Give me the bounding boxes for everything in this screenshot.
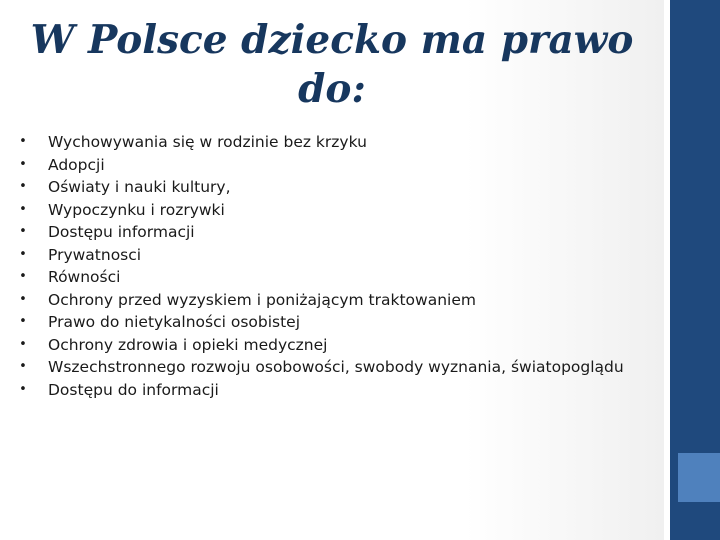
list-item	[16, 379, 636, 402]
slide-title	[0, 16, 664, 114]
list-item	[16, 244, 636, 267]
list-item-text: Prawo do nietykalności osobistej	[48, 313, 301, 331]
list-item-text: Oświaty i nauki kultury,	[48, 178, 231, 196]
slide-title-line-2: do:	[298, 66, 366, 112]
sidebar-accent-block	[678, 453, 720, 502]
bullet-icon: •	[19, 201, 27, 217]
bullet-icon: •	[19, 179, 27, 194]
list-item-text: Ochrony zdrowia i opieki medycznej	[48, 335, 328, 354]
bullet-list	[16, 131, 636, 401]
bullet-icon: •	[19, 134, 27, 149]
list-item-text: Adopcji	[48, 155, 105, 174]
list-item	[16, 289, 636, 312]
bullet-icon: •	[19, 224, 27, 239]
bullet-icon: •	[19, 314, 27, 329]
list-item	[16, 311, 636, 334]
list-item-text: Dostępu informacji	[48, 223, 195, 241]
list-item	[16, 176, 636, 199]
slide-title-line-1: W Polsce dziecko ma prawo	[30, 17, 634, 63]
bullet-icon: •	[19, 269, 27, 284]
list-item	[16, 334, 636, 357]
list-item-text: Ochrony przed wyzyskiem i poniżającym traktowaniem	[48, 290, 476, 309]
list-item-text: Wychowywania się w rodzinie bez krzyku	[48, 133, 367, 151]
list-item-text: Równości	[48, 268, 121, 286]
bullet-icon: •	[19, 381, 27, 397]
list-item-text: Dostępu do informacji	[48, 380, 219, 399]
list-item	[16, 199, 636, 222]
list-item-text: Prywatnosci	[48, 245, 142, 264]
list-item-text: Wypoczynku i rozrywki	[48, 200, 225, 219]
list-item	[16, 356, 636, 379]
bullet-icon: •	[19, 291, 27, 307]
list-item	[16, 266, 636, 289]
bullet-icon: •	[19, 336, 27, 352]
bullet-icon: •	[19, 246, 27, 262]
bullet-icon: •	[19, 359, 27, 374]
list-item-text: Wszechstronnego rozwoju osobowości, swobody wyznania, światopoglądu	[48, 358, 624, 376]
list-item	[16, 154, 636, 177]
list-item	[16, 131, 636, 154]
bullet-icon: •	[19, 156, 27, 172]
list-item	[16, 221, 636, 244]
